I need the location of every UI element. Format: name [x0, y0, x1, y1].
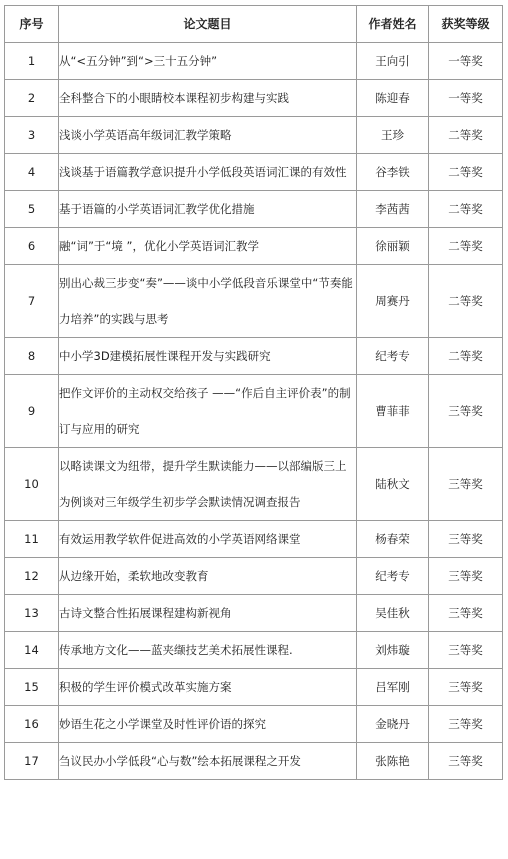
cell-title: 浅谈基于语篇教学意识提升小学低段英语词汇课的有效性 — [59, 154, 357, 191]
cell-award: 三等奖 — [429, 632, 503, 669]
table-row — [5, 117, 503, 154]
cell-no: 9 — [5, 375, 59, 448]
table-row — [5, 743, 503, 780]
cell-author: 纪考专 — [357, 338, 429, 375]
table-row — [5, 706, 503, 743]
table-row — [5, 375, 503, 448]
cell-author: 李茜茜 — [357, 191, 429, 228]
cell-no: 15 — [5, 669, 59, 706]
cell-award: 二等奖 — [429, 228, 503, 265]
cell-no: 5 — [5, 191, 59, 228]
table-row — [5, 558, 503, 595]
table-header — [5, 6, 503, 43]
cell-award: 三等奖 — [429, 448, 503, 521]
table-body — [5, 43, 503, 780]
header-author: 作者姓名 — [357, 6, 429, 43]
cell-title: 传承地方文化——蓝夹缬技艺美术拓展性课程. — [59, 632, 357, 669]
cell-no: 2 — [5, 80, 59, 117]
cell-title: 有效运用教学软件促进高效的小学英语网络课堂 — [59, 521, 357, 558]
cell-author: 刘炜璇 — [357, 632, 429, 669]
cell-award: 三等奖 — [429, 375, 503, 448]
cell-author: 王向引 — [357, 43, 429, 80]
cell-title: 把作文评价的主动权交给孩子 ——“作后自主评价表”的制订与应用的研究 — [59, 375, 357, 448]
cell-award: 二等奖 — [429, 117, 503, 154]
cell-title: 刍议民办小学低段“心与数”绘本拓展课程之开发 — [59, 743, 357, 780]
cell-no: 6 — [5, 228, 59, 265]
table-row — [5, 191, 503, 228]
cell-author: 谷李铁 — [357, 154, 429, 191]
cell-award: 三等奖 — [429, 558, 503, 595]
cell-author: 陈迎春 — [357, 80, 429, 117]
cell-no: 11 — [5, 521, 59, 558]
table-row — [5, 43, 503, 80]
header-title: 论文题目 — [59, 6, 357, 43]
award-list-table — [4, 5, 503, 780]
cell-author: 纪考专 — [357, 558, 429, 595]
cell-award: 三等奖 — [429, 706, 503, 743]
cell-award: 二等奖 — [429, 265, 503, 338]
cell-title: 古诗文整合性拓展课程建构新视角 — [59, 595, 357, 632]
cell-title: 全科整合下的小眼睛校本课程初步构建与实践 — [59, 80, 357, 117]
header-award: 获奖等级 — [429, 6, 503, 43]
cell-no: 8 — [5, 338, 59, 375]
cell-author: 吕军刚 — [357, 669, 429, 706]
cell-author: 陆秋文 — [357, 448, 429, 521]
table-row — [5, 154, 503, 191]
cell-author: 曹菲菲 — [357, 375, 429, 448]
cell-award: 一等奖 — [429, 43, 503, 80]
table-row — [5, 448, 503, 521]
table-row — [5, 632, 503, 669]
cell-award: 二等奖 — [429, 338, 503, 375]
table-row — [5, 595, 503, 632]
table-row — [5, 228, 503, 265]
cell-award: 三等奖 — [429, 521, 503, 558]
cell-title: 从边缘开始，柔软地改变教育 — [59, 558, 357, 595]
cell-author: 杨春荣 — [357, 521, 429, 558]
cell-no: 16 — [5, 706, 59, 743]
cell-no: 3 — [5, 117, 59, 154]
cell-title: 浅谈小学英语高年级词汇教学策略 — [59, 117, 357, 154]
table-row — [5, 338, 503, 375]
table-row — [5, 669, 503, 706]
cell-author: 周赛丹 — [357, 265, 429, 338]
cell-no: 10 — [5, 448, 59, 521]
cell-title: 积极的学生评价模式改革实施方案 — [59, 669, 357, 706]
cell-no: 13 — [5, 595, 59, 632]
cell-no: 1 — [5, 43, 59, 80]
cell-award: 三等奖 — [429, 669, 503, 706]
cell-author: 张陈艳 — [357, 743, 429, 780]
table-row — [5, 80, 503, 117]
cell-title: 基于语篇的小学英语词汇教学优化措施 — [59, 191, 357, 228]
cell-author: 王珍 — [357, 117, 429, 154]
cell-author: 金晓丹 — [357, 706, 429, 743]
cell-title: 融“词”于“境 ”，优化小学英语词汇教学 — [59, 228, 357, 265]
header-no: 序号 — [5, 6, 59, 43]
cell-no: 7 — [5, 265, 59, 338]
cell-title: 以略读课文为纽带，提升学生默读能力——以部编版三上为例谈对三年级学生初步学会默读情况调查报告 — [59, 448, 357, 521]
cell-award: 二等奖 — [429, 154, 503, 191]
cell-award: 三等奖 — [429, 743, 503, 780]
cell-title: 别出心裁三步变“奏”——谈中小学低段音乐课堂中“节奏能力培养”的实践与思考 — [59, 265, 357, 338]
cell-no: 12 — [5, 558, 59, 595]
cell-award: 三等奖 — [429, 595, 503, 632]
cell-title: 妙语生花之小学课堂及时性评价语的探究 — [59, 706, 357, 743]
cell-title: 中小学3D建模拓展性课程开发与实践研究 — [59, 338, 357, 375]
cell-no: 14 — [5, 632, 59, 669]
table-row — [5, 521, 503, 558]
cell-author: 吴佳秋 — [357, 595, 429, 632]
cell-award: 一等奖 — [429, 80, 503, 117]
cell-award: 二等奖 — [429, 191, 503, 228]
cell-author: 徐丽颖 — [357, 228, 429, 265]
header-row — [5, 6, 503, 43]
cell-title: 从“<五分钟”到“>三十五分钟” — [59, 43, 357, 80]
cell-no: 4 — [5, 154, 59, 191]
table-row — [5, 265, 503, 338]
cell-no: 17 — [5, 743, 59, 780]
